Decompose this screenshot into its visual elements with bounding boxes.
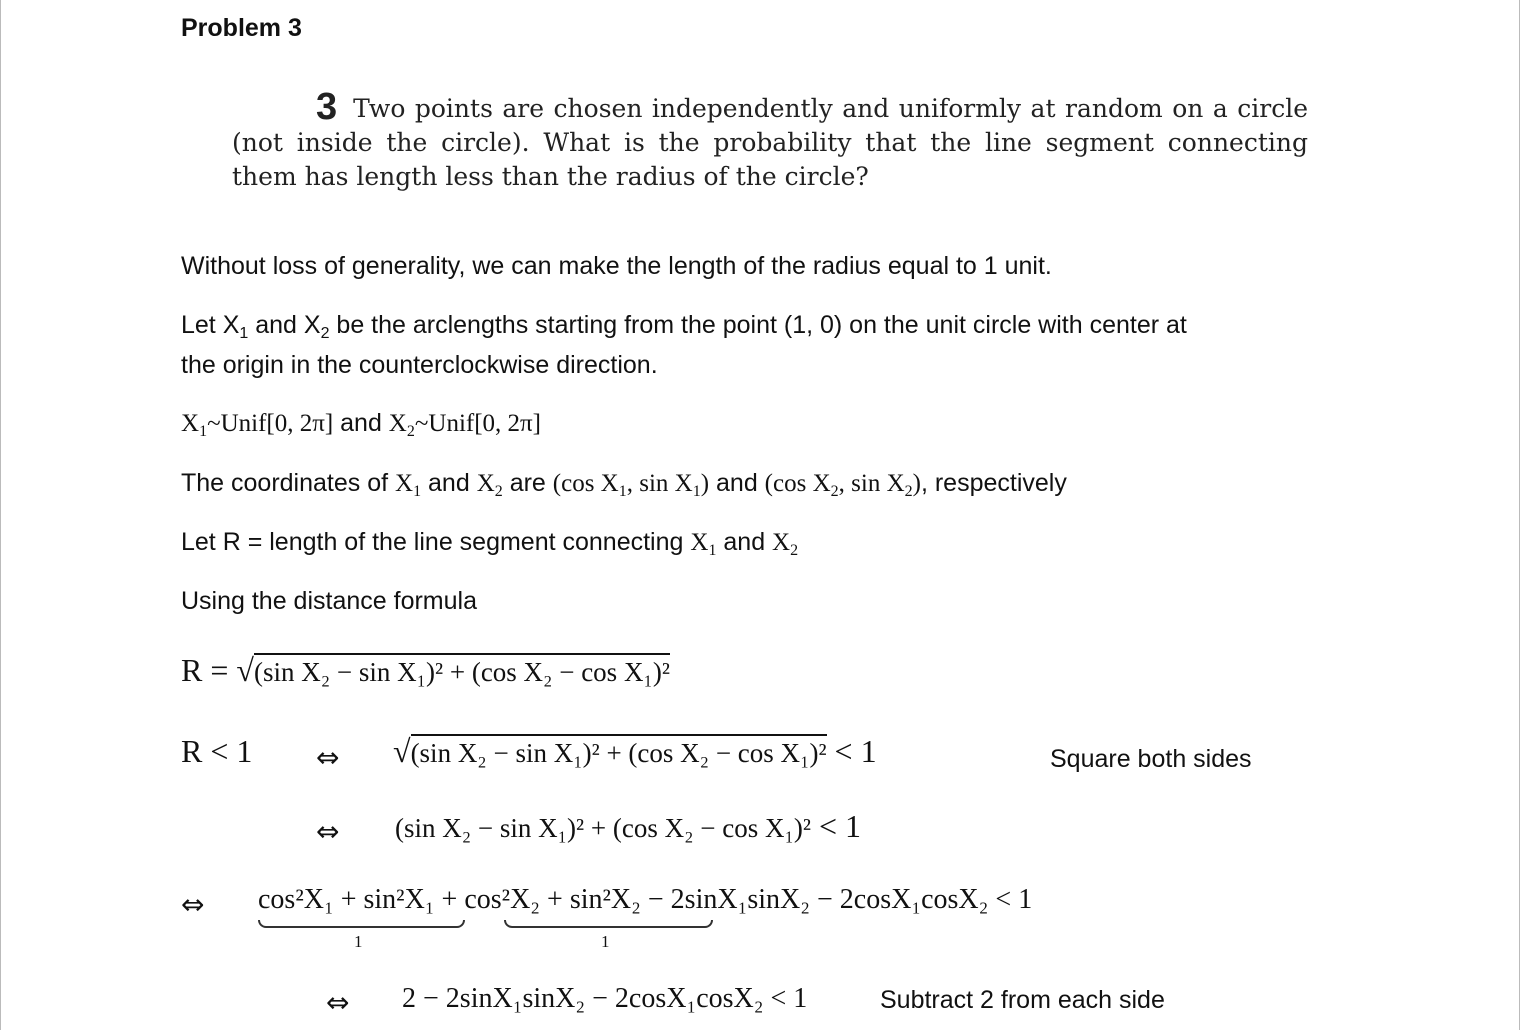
variable-x2: X: [388, 410, 407, 437]
uniform-dist-2: ~Unif[0, 2π]: [414, 410, 541, 437]
coordinate-1: , sin X: [626, 470, 693, 497]
distance-formula-label: Using the distance formula: [181, 587, 477, 615]
note-subtract-two: Subtract 2 from each side: [880, 986, 1165, 1014]
equation-rhs: < 1: [834, 733, 877, 769]
iff-icon: ⇔: [181, 888, 205, 921]
iff-icon: ⇔: [326, 986, 350, 1019]
equation-r-definition: [181, 652, 670, 689]
subscript: 1: [413, 483, 422, 500]
subscript: 1: [692, 483, 701, 500]
text: and: [716, 528, 773, 556]
equation-lhs: R =: [181, 652, 237, 688]
paragraph-arclengths-line1: [181, 311, 1187, 340]
subscript: 2: [406, 423, 415, 440]
problem-number: 3: [316, 86, 338, 128]
subscript: 1: [239, 325, 249, 342]
problem-text: Two points are chosen independently and uniformly at random on a circle (not inside the circle). What is the probability that the line segment connecting them has length less than the radius of the circle?: [232, 94, 1308, 191]
paragraph-wlog: Without loss of generality, we can make the length of the radius equal to 1 unit.: [181, 252, 1052, 280]
text: and: [421, 469, 477, 497]
coordinates-line: [181, 469, 1067, 498]
expanded-remainder: − 2sinX₁sinX₂ − 2cosX₁cosX₂ < 1: [640, 884, 1033, 915]
subscript: 1: [199, 423, 208, 440]
pythagorean-group-2: cos²X₂ + sin²X₂: [464, 884, 641, 915]
variable-x2: X: [772, 529, 791, 556]
equation-r-less-than-one-lhs: R < 1: [181, 733, 253, 769]
variable-x2: X: [476, 470, 495, 497]
equation-expanded: [258, 884, 1032, 916]
equation-simplified: 2 − 2sinX₁sinX₂ − 2cosX₁cosX₂ < 1: [402, 983, 808, 1014]
iff-icon: ⇔: [316, 741, 340, 774]
variable-x1: X: [690, 529, 709, 556]
text: Let R = length of the line segment connecting: [181, 528, 691, 556]
text: The coordinates of: [181, 469, 396, 497]
underbrace-1: [258, 920, 465, 928]
variable-x1: X: [181, 410, 200, 437]
radicand: (sin X₂ − sin X₁)² + (cos X₂ − cos X₁)²: [254, 653, 670, 688]
coordinate-1: ): [700, 470, 710, 497]
text: be the arclengths starting from the point (1, 0) on the unit circle with center at: [329, 311, 1187, 339]
subscript: 2: [830, 483, 839, 500]
underbrace-2: [504, 920, 713, 928]
iff-icon: ⇔: [316, 815, 340, 848]
subscript: 2: [904, 483, 913, 500]
underbrace-label-2: 1: [601, 932, 610, 951]
equation-rhs: < 1: [818, 808, 862, 844]
plus-sign: +: [434, 884, 465, 915]
subscript: 1: [618, 483, 627, 500]
sqrt-icon: √: [393, 733, 411, 769]
variable-x1: X: [395, 470, 414, 497]
radicand: (sin X₂ − sin X₁)² + (cos X₂ − cos X₁)²: [411, 734, 827, 769]
problem-heading: Problem 3: [181, 14, 302, 42]
coordinate-2: , sin X: [838, 470, 905, 497]
squared-expression: (sin X₂ − sin X₁)² + (cos X₂ − cos X₁)²: [395, 813, 811, 843]
underbrace-label-1: 1: [354, 932, 363, 951]
subscript: 2: [320, 325, 330, 342]
text: and: [333, 409, 389, 437]
coordinate-1: (cos X: [552, 470, 619, 497]
note-square-both-sides: Square both sides: [1050, 745, 1252, 773]
uniform-dist-1: ~Unif[0, 2π]: [207, 410, 334, 437]
text: , respectively: [920, 469, 1067, 497]
pythagorean-group-1: cos²X₁ + sin²X₁: [258, 884, 435, 915]
subscript: 2: [790, 542, 799, 559]
equation-sqrt-inequality: [393, 733, 877, 770]
equation-squared-inequality: [395, 808, 861, 845]
text: and: [709, 469, 765, 497]
text: and X: [248, 311, 321, 339]
text: Let X: [181, 311, 240, 339]
subscript: 2: [494, 483, 503, 500]
paragraph-arclengths-line2: the origin in the counterclockwise direction.: [181, 351, 658, 379]
problem-statement: [232, 88, 1308, 194]
distribution-line: [181, 409, 541, 438]
text: are: [502, 469, 553, 497]
coordinate-2: (cos X: [764, 470, 831, 497]
subscript: 1: [708, 542, 717, 559]
coordinate-2: ): [912, 470, 921, 497]
sqrt-icon: √: [236, 652, 254, 688]
let-r-line: [181, 528, 798, 557]
